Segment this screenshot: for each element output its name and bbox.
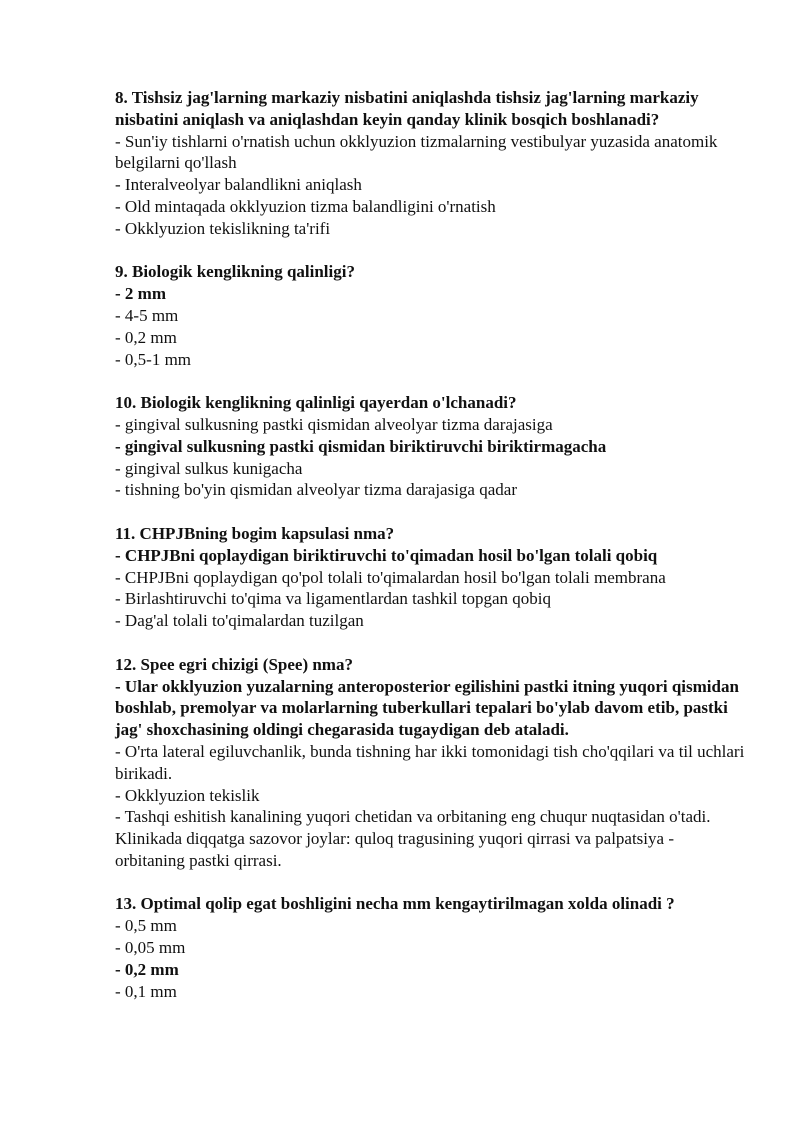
answer-option: - Interalveolyar balandlikni aniqlash — [115, 175, 362, 195]
answer-option: - Ular okklyuzion yuzalarning anteroposterior egilishini pastki itning yuqori qismidan boshlab, premolyar va molarlarning tuberkullari tepalari bo'ylab davom etib, pastki jag' shoxchasining oldingi chegarasida tugaydigan deb ataladi. — [115, 676, 739, 740]
answer-option: - O'rta lateral egiluvchanlik, bunda tishning har ikki tomonidagi tish cho'qqilari va til uchlari birikadi. — [115, 741, 745, 783]
answer-option: - 0,2 mm — [115, 959, 179, 979]
answer-option: - gingival sulkusning pastki qismidan biriktiruvchi biriktirmagacha — [115, 436, 607, 456]
answer-option: - 4-5 mm — [115, 305, 179, 325]
answer-option: - 2 mm — [115, 284, 166, 304]
question-title: 8. Tishsiz jag'larning markaziy nisbatini aniqlashda tishsiz jag'larning markaziy nisbatini aniqlash va aniqlashdan keyin qanday klinik bosqich boshlanadi? — [115, 88, 699, 129]
answer-option: - Okklyuzion tekislikning ta'rifi — [115, 218, 331, 238]
answer-option: - CHPJBni qoplaydigan qo'pol tolali to'qimalardan hosil bo'lgan tolali membrana — [115, 567, 666, 587]
answer-option: - 0,5-1 mm — [115, 349, 192, 369]
answer-option: - 0,5 mm — [115, 916, 177, 936]
question-9 — [115, 261, 745, 370]
answer-option: - gingival sulkus kunigacha — [115, 458, 303, 478]
question-11 — [115, 523, 745, 632]
document-page — [115, 87, 745, 1024]
answer-option: - Dag'al tolali to'qimalardan tuzilgan — [115, 611, 364, 631]
question-title: 11. CHPJBning bogim kapsulasi nma? — [115, 523, 395, 543]
answer-option: - Okklyuzion tekislik — [115, 785, 260, 805]
question-13 — [115, 893, 745, 1002]
question-12 — [115, 654, 745, 872]
answer-option: - Old mintaqada okklyuzion tizma balandligini o'rnatish — [115, 196, 496, 216]
question-10 — [115, 392, 745, 501]
answer-option: - Sun'iy tishlarni o'rnatish uchun okklyuzion tizmalarning vestibulyar yuzasida anatomik belgilarni qo'llash — [115, 131, 718, 173]
answer-option: - 0,05 mm — [115, 938, 186, 958]
answer-option: - tishning bo'yin qismidan alveolyar tizma darajasiga qadar — [115, 480, 517, 500]
answer-option: - CHPJBni qoplaydigan biriktiruvchi to'qimadan hosil bo'lgan tolali qobiq — [115, 545, 658, 565]
question-title: 9. Biologik kenglikning qalinligi? — [115, 262, 355, 282]
question-title: 12. Spee egri chizigi (Spee) nma? — [115, 654, 353, 674]
question-title: 13. Optimal qolip egat boshligini necha mm kengaytirilmagan xolda olinadi ? — [115, 894, 675, 914]
answer-option: - 0,2 mm — [115, 327, 177, 347]
answer-option: - 0,1 mm — [115, 981, 177, 1001]
answer-option: - Birlashtiruvchi to'qima va ligamentlardan tashkil topgan qobiq — [115, 589, 551, 609]
answer-option: - gingival sulkusning pastki qismidan alveolyar tizma darajasiga — [115, 414, 553, 434]
question-title: 10. Biologik kenglikning qalinligi qayerdan o'lchanadi? — [115, 393, 517, 413]
question-8 — [115, 87, 745, 240]
answer-option: - Tashqi eshitish kanalining yuqori chetidan va orbitaning eng chuqur nuqtasidan o'tadi. Klinikada diqqatga sazovor joylar: quloq tragusining yuqori qirrasi va palpatsiya - orbitaning pastki qirrasi. — [115, 807, 711, 870]
